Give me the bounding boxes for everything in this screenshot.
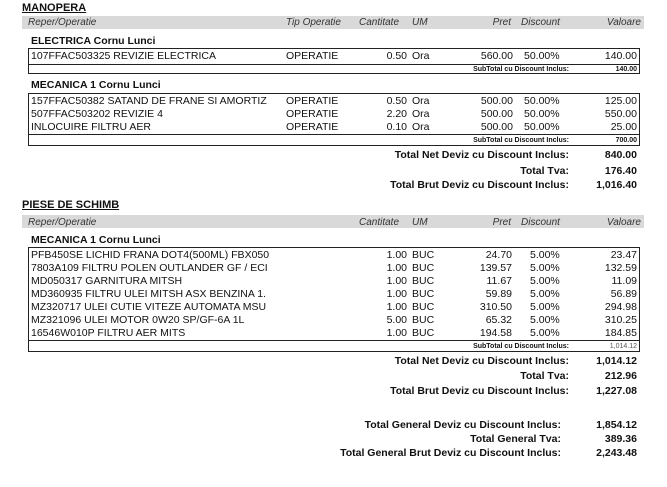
subtotal-label: SubTotal cu Discount Inclus: [473, 66, 569, 73]
cell-discount: 50.00% [524, 121, 560, 133]
total-net-value: 1,014.12 [596, 355, 637, 367]
cell-cantitate: 1.00 [386, 262, 407, 274]
header-tip-operatie: Tip Operatie [286, 17, 341, 28]
cell-cantitate: 1.00 [386, 249, 407, 261]
cell-reper: 157FFAC50382 SATAND DE FRANE SI AMORTIZ [31, 95, 267, 107]
row-divider [28, 134, 640, 135]
cell-um: Ora [412, 108, 430, 120]
header-um: UM [412, 217, 428, 228]
cell-reper: MD360935 FILTRU ULEI MITSH ASX BENZINA 1. [31, 289, 266, 300]
total-net-label: Total Net Deviz cu Discount Inclus: [394, 149, 569, 161]
subtotal-label: SubTotal cu Discount Inclus: [473, 343, 569, 350]
cell-um: Ora [412, 121, 430, 133]
cell-tip: OPERATIE [286, 108, 339, 120]
cell-pret: 65.32 [485, 314, 512, 326]
header-cantitate: Cantitate [359, 217, 400, 228]
cell-reper: 107FFAC503325 REVIZIE ELECTRICA [31, 50, 216, 62]
cell-valoare: 23.47 [610, 249, 637, 261]
general-tva-label: Total General Tva: [470, 433, 561, 445]
general-deviz-label: Total General Deviz cu Discount Inclus: [364, 419, 561, 431]
cell-pret: 24.70 [485, 249, 512, 261]
cell-pret: 139.57 [479, 262, 512, 274]
total-brut-value: 1,016.40 [596, 179, 637, 191]
subtotal-value: 140.00 [615, 66, 637, 73]
cell-discount: 50.00% [524, 108, 560, 120]
group-title: ELECTRICA Cornu Lunci [31, 35, 156, 47]
cell-valoare: 25.00 [610, 121, 637, 133]
total-tva-label: Total Tva: [520, 165, 569, 177]
total-tva-value: 176.40 [604, 165, 637, 177]
row-divider [28, 64, 640, 65]
cell-pret: 194.58 [479, 327, 512, 339]
piese-section-title: PIESE DE SCHIMB [22, 199, 120, 211]
general-brut-value: 2,243.48 [596, 447, 637, 459]
cell-um: BUC [412, 262, 435, 274]
cell-tip: OPERATIE [286, 121, 339, 133]
cell-reper: 16546W010P FILTRU AER MITS [31, 328, 186, 339]
cell-reper: 7803A109 FILTRU POLEN OUTLANDER GF / ECI [31, 263, 268, 274]
cell-discount: 5.00% [530, 275, 560, 287]
cell-reper: MZ321096 ULEI MOTOR 0W20 SP/GF-6A 1L [31, 315, 245, 326]
cell-discount: 50.00% [524, 50, 560, 62]
cell-valoare: 11.09 [611, 275, 637, 287]
cell-valoare: 184.85 [604, 327, 637, 339]
cell-pret: 500.00 [480, 95, 513, 107]
header-discount: Discount [521, 17, 560, 28]
cell-um: BUC [412, 288, 435, 300]
cell-um: BUC [412, 275, 435, 287]
header-valoare: Valoare [606, 217, 641, 228]
cell-cantitate: 0.50 [386, 50, 407, 62]
total-brut-value: 1,227.08 [596, 385, 637, 397]
cell-discount: 5.00% [530, 249, 560, 261]
cell-tip: OPERATIE [286, 95, 339, 107]
cell-cantitate: 5.00 [386, 314, 407, 326]
total-net-value: 840.00 [604, 149, 637, 161]
cell-pret: 500.00 [480, 121, 513, 133]
header-reper: Reper/Operatie [28, 217, 97, 228]
cell-valoare: 140.00 [604, 50, 637, 62]
total-tva-value: 212.96 [604, 370, 637, 382]
general-deviz-value: 1,854.12 [596, 419, 637, 431]
cell-reper: MD050317 GARNITURA MITSH [31, 276, 183, 287]
general-tva-value: 389.36 [604, 433, 637, 445]
cell-cantitate: 1.00 [386, 327, 407, 339]
subtotal-value: 700.00 [615, 137, 637, 144]
cell-valoare: 56.89 [610, 288, 637, 300]
cell-discount: 5.00% [530, 327, 560, 339]
cell-reper: PFB450SE LICHID FRANA DOT4(500ML) FBX050 [31, 250, 270, 261]
total-net-label: Total Net Deviz cu Discount Inclus: [394, 355, 569, 367]
header-cantitate: Cantitate [359, 17, 400, 28]
row-divider [28, 340, 640, 341]
cell-pret: 560.00 [480, 50, 513, 62]
header-discount: Discount [521, 217, 560, 228]
cell-um: BUC [412, 327, 435, 339]
cell-cantitate: 1.00 [386, 301, 407, 313]
cell-discount: 5.00% [530, 301, 560, 313]
cell-valoare: 294.98 [604, 301, 637, 313]
cell-reper: INLOCUIRE FILTRU AER [31, 121, 151, 133]
cell-pret: 500.00 [480, 108, 513, 120]
header-pret: Pret [492, 217, 511, 228]
header-pret: Pret [492, 17, 511, 28]
cell-discount: 50.00% [524, 95, 560, 107]
cell-um: BUC [412, 301, 435, 313]
subtotal-value: 1,014.12 [609, 343, 637, 350]
group-title: MECANICA 1 Cornu Lunci [31, 79, 161, 91]
manopera-section-title: MANOPERA [22, 2, 87, 14]
group-title: MECANICA 1 Cornu Lunci [31, 234, 161, 246]
cell-um: BUC [412, 314, 435, 326]
total-brut-label: Total Brut Deviz cu Discount Inclus: [390, 179, 569, 191]
cell-cantitate: 1.00 [386, 288, 407, 300]
cell-um: Ora [412, 50, 430, 62]
cell-cantitate: 0.50 [386, 95, 407, 107]
header-reper: Reper/Operatie [28, 17, 97, 28]
header-valoare: Valoare [606, 17, 641, 28]
cell-um: Ora [412, 95, 430, 107]
cell-tip: OPERATIE [286, 50, 339, 62]
cell-reper: MZ320717 ULEI CUTIE VITEZE AUTOMATA MSU [31, 302, 267, 313]
cell-cantitate: 0.10 [386, 121, 407, 133]
header-um: UM [412, 17, 428, 28]
cell-discount: 5.00% [530, 262, 560, 274]
cell-pret: 59.89 [485, 288, 512, 300]
total-brut-label: Total Brut Deviz cu Discount Inclus: [390, 385, 569, 397]
cell-valoare: 125.00 [604, 95, 637, 107]
total-tva-label: Total Tva: [520, 370, 569, 382]
cell-pret: 310.50 [479, 301, 512, 313]
cell-discount: 5.00% [530, 288, 560, 300]
cell-valoare: 550.00 [604, 108, 637, 120]
general-brut-label: Total General Brut Deviz cu Discount Inclus: [340, 447, 561, 459]
cell-reper: 507FFAC503202 REVIZIE 4 [31, 108, 163, 120]
cell-valoare: 132.59 [604, 262, 637, 274]
subtotal-label: SubTotal cu Discount Inclus: [473, 137, 569, 144]
cell-um: BUC [412, 249, 435, 261]
cell-valoare: 310.25 [604, 314, 637, 326]
cell-discount: 5.00% [530, 314, 560, 326]
cell-pret: 11.67 [486, 275, 512, 287]
cell-cantitate: 2.20 [386, 108, 407, 120]
cell-cantitate: 1.00 [386, 275, 407, 287]
